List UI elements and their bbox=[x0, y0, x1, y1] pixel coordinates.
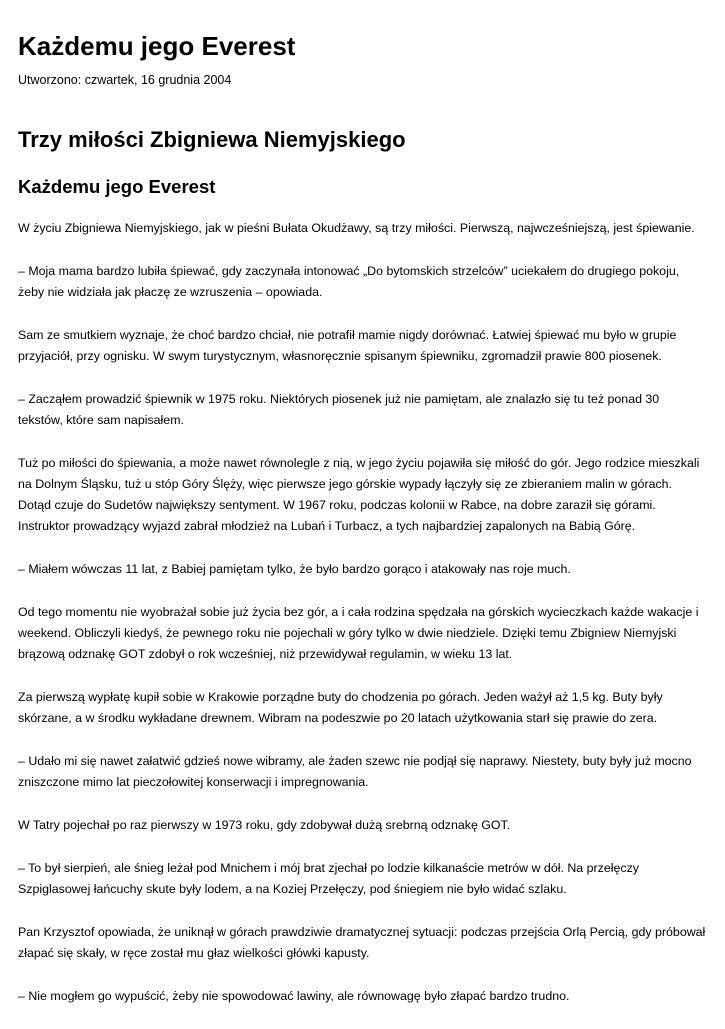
paragraph: Tuż po miłości do śpiewania, a może nawet równolegle z nią, w jego życiu pojawiła się miłość do gór. Jego rodzice mieszkali na Dolnym Śląsku, tuż u stóp Góry Ślęży, więc pierwsze jego górskie wypady łączyły się ze zbieraniem malin w górach. Dotąd czuje do Sudetów największy sentyment. W 1967 roku, podczas kolonii w Rabce, na dobre zaraził się górami. Instruktor prowadzący wyjazd zabrał młodzież na Lubań i Turbacz, a tych najbardziej zapalonych na Babią Górę. bbox=[18, 456, 700, 533]
site-title: Każdemu jego Everest bbox=[18, 31, 296, 61]
paragraph: – Moja mama bardzo lubiła śpiewać, gdy zaczynała intonować „Do bytomskich strzelców” uciekałem do drugiego pokoju, żeby nie widziała jak płaczę ze wzruszenia – opowiada. bbox=[18, 264, 680, 299]
paragraph: Od tego momentu nie wyobrażał sobie już życia bez gór, a i cała rodzina spędzała na górskich wycieczkach każde wakacje i weekend. Obliczyli kiedyś, że pewnego roku nie pojechali w góry tylko w dwie niedziele. Dzięki temu Zbigniew Niemyjski brązową odznakę GOT zdobył o rok wcześniej, niż przewidywał regulamin, w wieku 13 lat. bbox=[18, 605, 699, 661]
paragraph: – Nie mogłem go wypuścić, żeby nie spowodować lawiny, ale równowagę było złapać bardzo trudno. bbox=[18, 989, 570, 1003]
paragraph: – Zacząłem prowadzić śpiewnik w 1975 roku. Niektórych piosenek już nie pamiętam, ale znalazło się tu też ponad 30 tekstów, które sam napisałem. bbox=[18, 392, 660, 427]
article-subtitle: Każdemu jego Everest bbox=[18, 176, 216, 197]
created-date: Utworzono: czwartek, 16 grudnia 2004 bbox=[18, 73, 232, 87]
paragraph: W życiu Zbigniewa Niemyjskiego, jak w pieśni Bułata Okudżawy, są trzy miłości. Pierwszą, najwcześniejszą, jest śpiewanie. bbox=[18, 221, 695, 235]
article-body bbox=[18, 218, 706, 1029]
paragraph: – To był sierpień, ale śnieg leżał pod Mnichem i mój brat zjechał po lodzie kilkanaście metrów w dół. Na przełęczy Szpiglasowej łańcuchy skute były lodem, a na Koziej Przełęczy, pod śniegiem nie było widać szlaku. bbox=[18, 861, 639, 896]
paragraph: Pan Krzysztof opowiada, że uniknął w górach prawdziwie dramatycznej sytuacji: podczas przejścia Orlą Percią, gdy próbował złapać się skały, w ręce został mu głaz wielkości główki kapusty. bbox=[18, 925, 706, 960]
paragraph: Za pierwszą wypłatę kupił sobie w Krakowie porządne buty do chodzenia po górach. Jeden ważył aż 1,5 kg. Buty były skórzane, a w środku wykładane drewnem. Wibram na podeszwie po 20 latach użytkowania starł się prawie do zera. bbox=[18, 690, 663, 725]
paragraph: Sam ze smutkiem wyznaje, że choć bardzo chciał, nie potrafił mamie nigdy dorównać. Łatwiej śpiewać mu było w grupie przyjaciół, przy ognisku. W swym turystycznym, własnoręcznie spisanym śpiewniku, zgromadził prawie 800 piosenek. bbox=[18, 328, 677, 363]
paragraph: – Miałem wówczas 11 lat, z Babiej pamiętam tylko, że było bardzo gorąco i atakowały nas roje much. bbox=[18, 562, 571, 576]
paragraph: – Udało mi się nawet załatwić gdzieś nowe wibramy, ale żaden szewc nie podjął się naprawy. Niestety, buty były już mocno zniszczone mimo lat pieczołowitej konserwacji i impregnowania. bbox=[18, 754, 692, 789]
paragraph: W Tatry pojechał po raz pierwszy w 1973 roku, gdy zdobywał dużą srebrną odznakę GOT. bbox=[18, 818, 511, 832]
article-title: Trzy miłości Zbigniewa Niemyjskiego bbox=[18, 127, 406, 152]
